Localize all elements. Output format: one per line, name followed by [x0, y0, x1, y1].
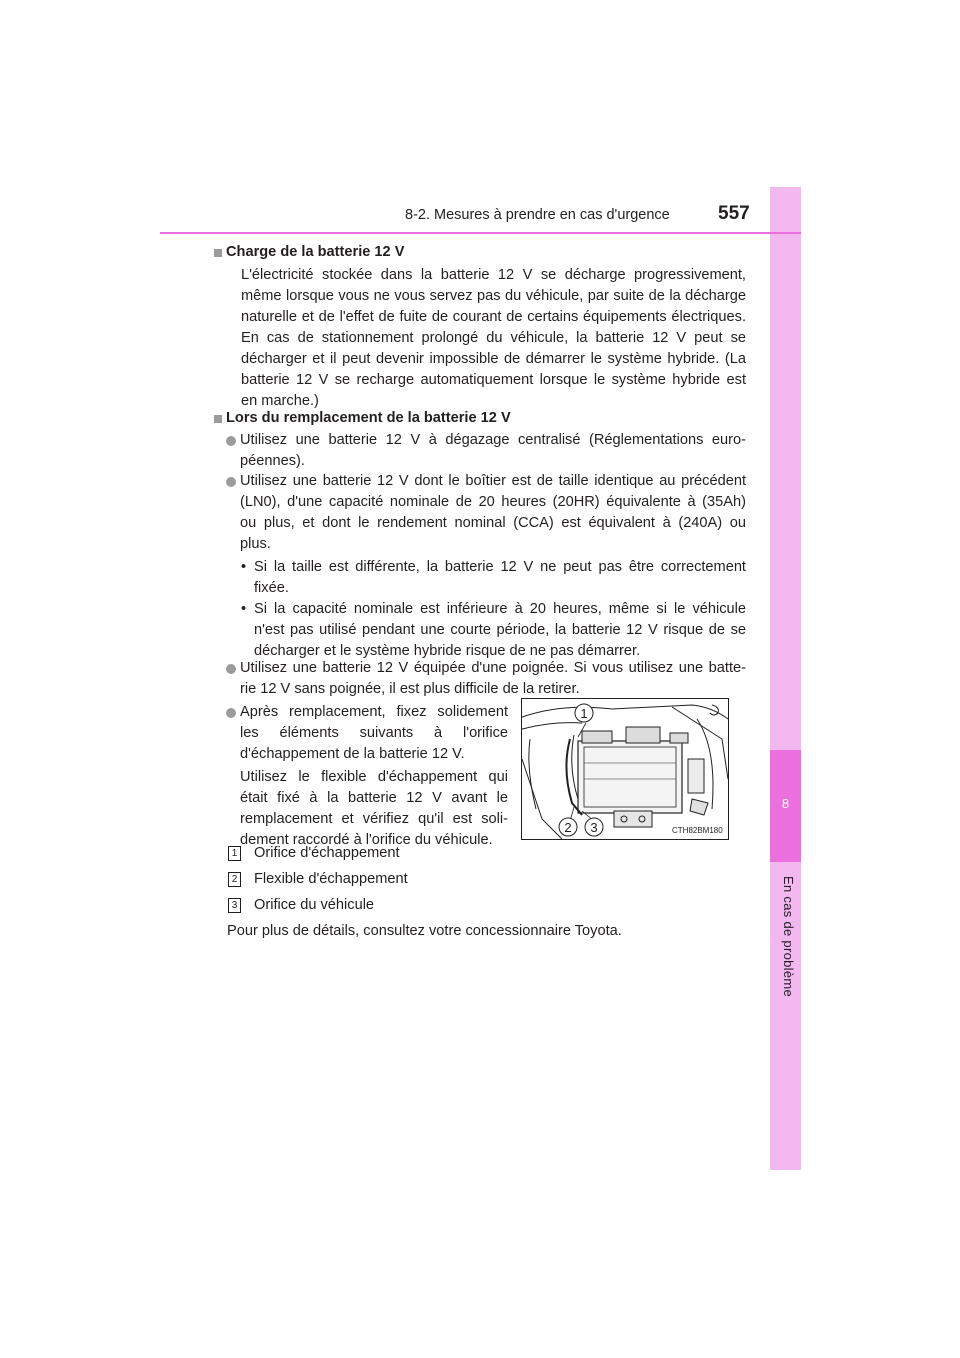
- footer-note: Pour plus de détails, consultez votre concessionnaire Toyota.: [227, 923, 622, 939]
- bullet-line: (LN0), d'une capacité nominale de 20 heures (20HR) équivalente à (35Ah): [240, 494, 746, 510]
- round-bullet-icon: [226, 436, 236, 446]
- bullet-line: les éléments suivants à l'orifice: [240, 725, 508, 741]
- section1-line: L'électricité stockée dans la batterie 12 V se décharge progressivement,: [241, 267, 746, 283]
- page-number: 557: [718, 203, 750, 224]
- bullet-paragraph-line: Utilisez le flexible d'échappement qui: [240, 769, 508, 785]
- sub-bullet-icon: •: [241, 559, 247, 575]
- square-bullet-icon: [214, 415, 222, 423]
- section-heading-charge: Charge de la batterie 12 V: [226, 244, 405, 260]
- battery-drawing: [522, 699, 728, 839]
- bullet-line: plus.: [240, 536, 271, 552]
- bullet-line: rie 12 V sans poignée, il est plus difficile de la retirer.: [240, 681, 580, 697]
- bullet-line: Utilisez une batterie 12 V équipée d'une poignée. Si vous utilisez une batte-: [240, 660, 746, 676]
- round-bullet-icon: [226, 477, 236, 487]
- section1-line: naturelle et de l'effet de fuite de courant de certains équipements électriques.: [241, 309, 746, 325]
- battery-illustration: [521, 698, 729, 840]
- section1-line: en marche.): [241, 393, 319, 409]
- bullet-line: ou plus, et dont le rendement nominal (CCA) est équivalent à (240A) ou: [240, 515, 746, 531]
- bullet-line: d'échappement de la batterie 12 V.: [240, 746, 465, 762]
- section-heading-replacement: Lors du remplacement de la batterie 12 V: [226, 410, 511, 426]
- sub-bullet-line: Si la capacité nominale est inférieure à 20 heures, même si le véhicule: [254, 601, 746, 617]
- bullet-paragraph-line: dement raccordé à l'orifice du véhicule.: [240, 832, 493, 848]
- section1-line: même lorsque vous ne vous servez pas du véhicule, par suite de la décharge: [241, 288, 746, 304]
- sub-bullet-line: décharger et le système hybride risque de ne pas démarrer.: [254, 643, 641, 659]
- sub-bullet-icon: •: [241, 601, 247, 617]
- header-rule: [160, 232, 801, 234]
- round-bullet-icon: [226, 708, 236, 718]
- bullet-paragraph-line: remplacement et vérifiez qu'il est soli-: [240, 811, 508, 827]
- section1-line: En cas de stationnement prolongé du véhicule, la batterie 12 V peut se: [241, 330, 746, 346]
- callout-1: 1: [580, 706, 588, 721]
- legend-text: Orifice du véhicule: [254, 897, 375, 913]
- bullet-line: Utilisez une batterie 12 V à dégazage centralisé (Réglementations euro-: [240, 432, 746, 448]
- legend-number: 1: [228, 846, 241, 861]
- legend-text: Flexible d'échappement: [254, 871, 408, 887]
- figure-code: CTH82BM180: [672, 826, 723, 835]
- legend-number: 3: [228, 898, 241, 913]
- legend-number: 2: [228, 872, 241, 887]
- bullet-line: Utilisez une batterie 12 V dont le boîtier est de taille identique au précédent: [240, 473, 746, 489]
- bullet-line: péennes).: [240, 453, 305, 469]
- chapter-number: 8: [781, 796, 790, 811]
- square-bullet-icon: [214, 249, 222, 257]
- chapter-side-band: [770, 187, 801, 1170]
- sub-bullet-line: n'est pas utilisé pendant une courte période, la batterie 12 V risque de se: [254, 622, 746, 638]
- sub-bullet-line: fixée.: [254, 580, 289, 596]
- running-header-section: 8-2. Mesures à prendre en cas d'urgence: [405, 207, 670, 223]
- bullet-paragraph-line: était fixé à la batterie 12 V avant le: [240, 790, 508, 806]
- bullet-line: Après remplacement, fixez solidement: [240, 704, 508, 720]
- chapter-title: En cas de problème: [781, 876, 796, 998]
- callout-2: 2: [564, 820, 572, 835]
- sub-bullet-line: Si la taille est différente, la batterie 12 V ne peut pas être correctement: [254, 559, 746, 575]
- legend-text: Orifice d'échappement: [254, 845, 400, 861]
- section1-line: décharger et il peut devenir impossible de démarrer le système hybride. (La: [241, 351, 746, 367]
- callout-3: 3: [590, 820, 598, 835]
- round-bullet-icon: [226, 664, 236, 674]
- section1-line: batterie 12 V se recharge automatiquement lorsque le système hybride est: [241, 372, 746, 388]
